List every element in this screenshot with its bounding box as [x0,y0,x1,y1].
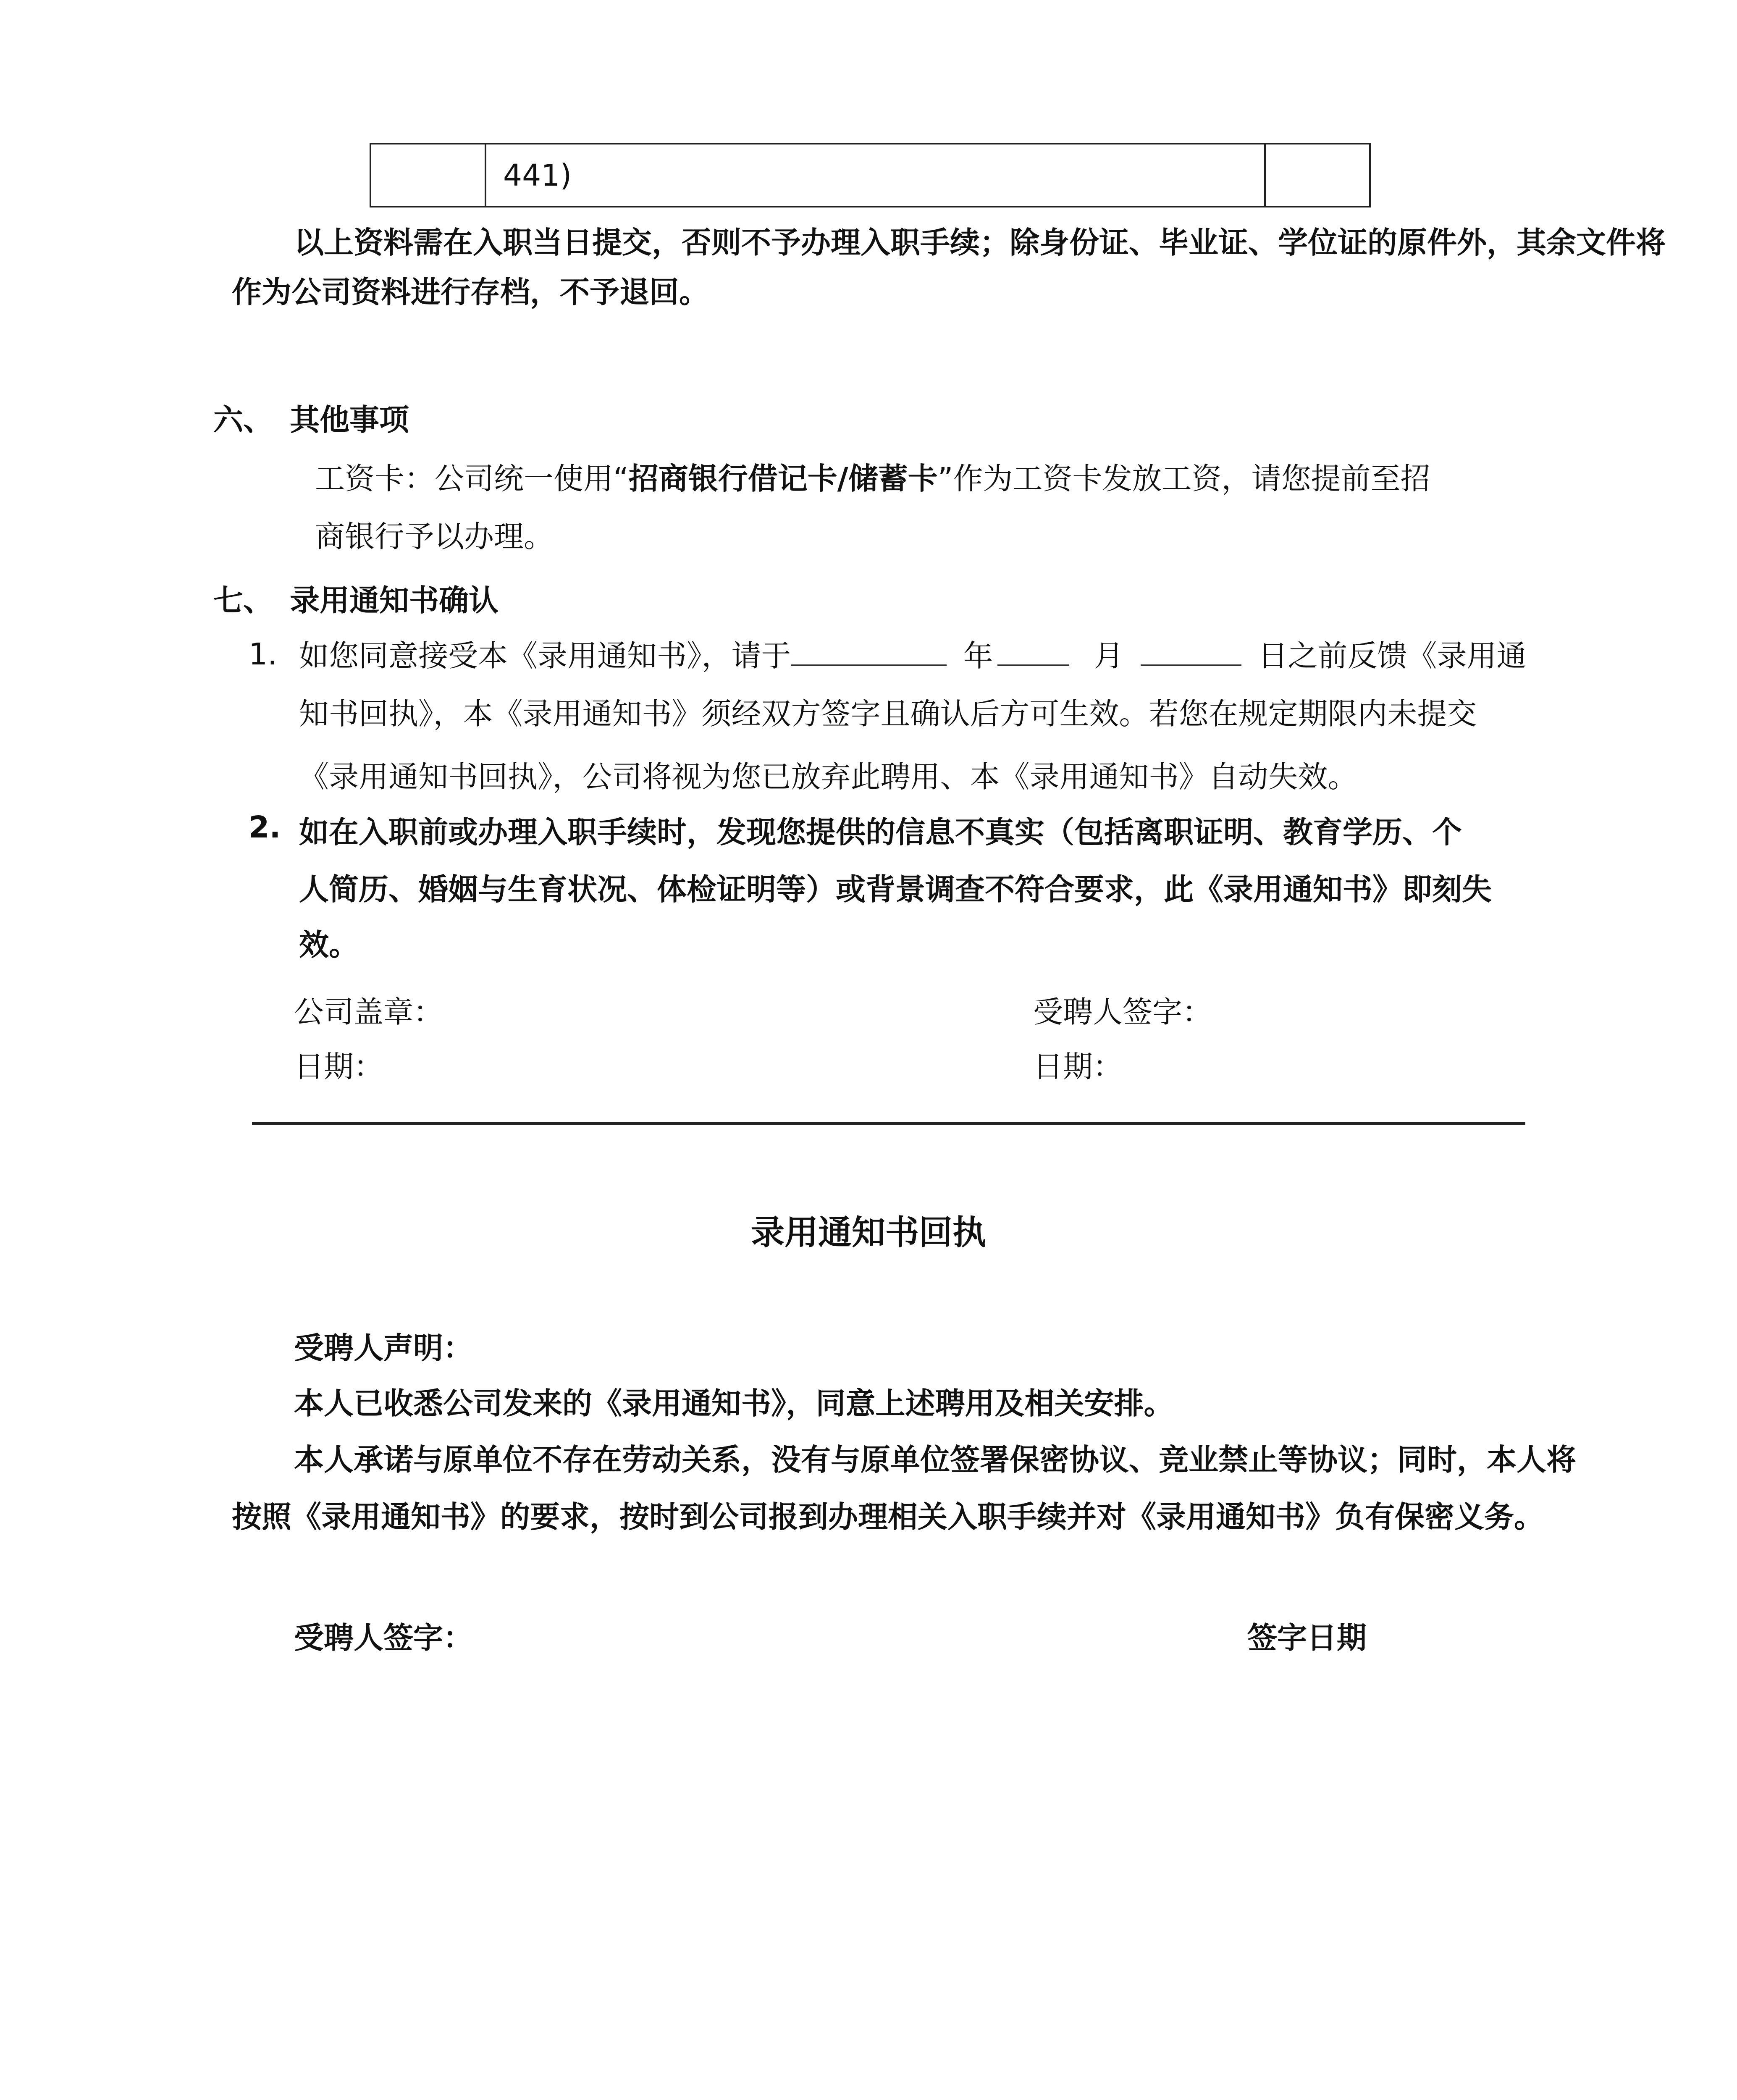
section-6-line-1 [315,458,1430,500]
table-cell [370,144,485,207]
month-blank[interactable] [997,637,1069,666]
item-2-number: 2. [249,810,281,845]
bank-card-name: 招商银行借记卡/储蓄卡 [628,461,938,496]
item-1-line-1 [299,635,1527,677]
item-1-line-3: 《录用通知书回执》，公司将视为您已放弃此聘用、本《录用通知书》自动失效。 [299,759,1358,794]
salary-card-text: 工资卡：公司统一使用“ [315,461,629,496]
note-line-2: 作为公司资料进行存档，不予退回。 [232,275,709,310]
item-1-month: 月 [1094,638,1124,673]
receipt-title: 录用通知书回执 [751,1213,986,1252]
item-1-year: 年 [963,638,993,673]
item-1-line-2: 知书回执》，本《录用通知书》须经双方签字且确认后方可生效。若您在规定期限内未提交 [299,696,1477,731]
table-cell [1265,144,1370,207]
date-label-right: 日期： [1033,1049,1123,1084]
receipt-sign-label: 受聘人签字： [294,1620,473,1655]
item-2-line-3: 效。 [299,927,359,962]
item-2-line-2: 人简历、婚姻与生育状况、体检证明等）或背景调查不符合要求，此《录用通知书》即刻失 [299,872,1492,907]
declaration-paragraph-1: 本人已收悉公司发来的《录用通知书》，同意上述聘用及相关安排。 [294,1386,1174,1421]
section-6-title: 其他事项 [290,402,409,437]
candidate-sign-label: 受聘人签字： [1033,995,1212,1029]
declaration-paragraph-2-line-1: 本人承诺与原单位不存在劳动关系，没有与原单位签署保密协议、竞业禁止等协议；同时，本人将 [294,1442,1577,1477]
item-1-text-a: 如您同意接受本《录用通知书》，请于 [299,638,791,673]
item-2-line-1: 如在入职前或办理入职手续时，发现您提供的信息不真实（包括离职证明、教育学历、个 [299,815,1462,850]
table-cell: 441) [485,144,1265,207]
section-7-number: 七、 [213,583,273,618]
item-1-text-d: 日之前反馈《录用通 [1258,638,1527,673]
section-7-title: 录用通知书确认 [290,583,499,618]
section-6-number: 六、 [213,402,273,437]
year-blank[interactable] [791,637,947,666]
date-label-left: 日期： [294,1049,384,1084]
declaration-label: 受聘人声明： [294,1331,473,1365]
table-row [370,144,1370,207]
item-1-number: 1. [249,637,277,672]
declaration-paragraph-2-line-2: 按照《录用通知书》的要求，按时到公司报到办理相关入职手续并对《录用通知书》负有保密义务。 [232,1499,1544,1534]
receipt-sign-date-label: 签字日期 [1247,1620,1367,1655]
company-seal-label: 公司盖章： [294,995,443,1029]
salary-card-text-end: ”作为工资卡发放工资，请您提前至招 [937,461,1430,496]
day-blank[interactable] [1141,637,1241,666]
note-line-1: 以上资料需在入职当日提交，否则不予办理入职手续；除身份证、毕业证、学位证的原件外，其余文件将 [294,225,1666,260]
document-table [370,143,1371,207]
section-divider [252,1122,1525,1125]
section-6-line-2: 商银行予以办理。 [315,519,554,554]
